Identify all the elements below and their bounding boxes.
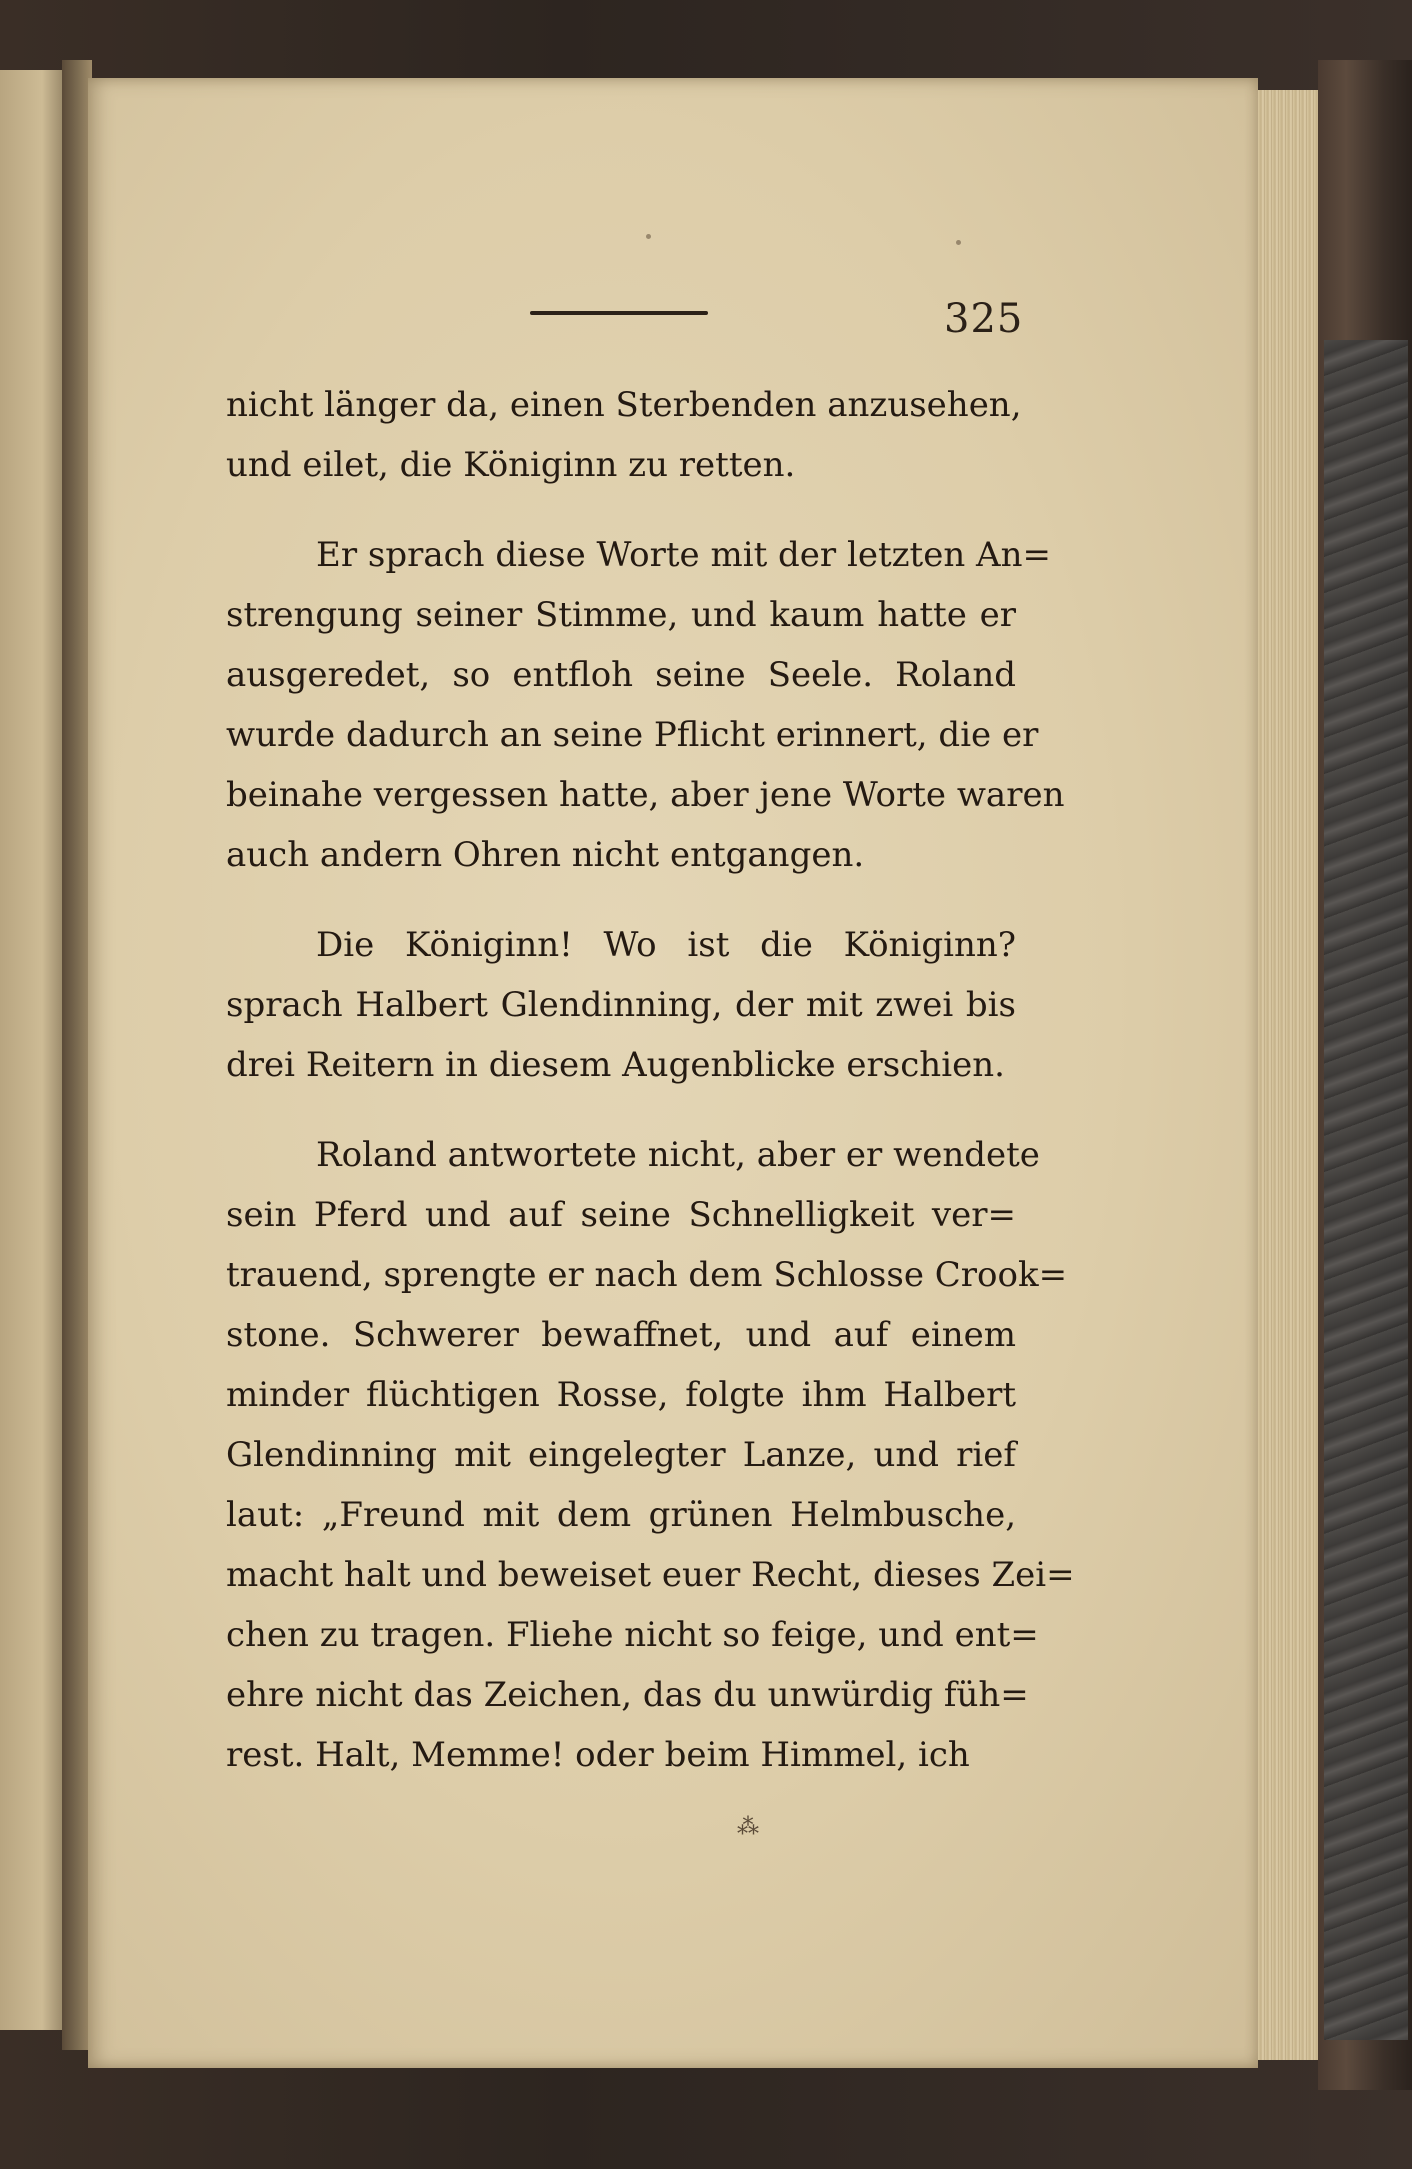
text-line: Die Königinn! Wo ist die Königinn? (316, 925, 1016, 965)
paragraph (226, 525, 1065, 885)
text-line: sprach Halbert Glendinning, der mit zwei bis (226, 985, 1016, 1025)
marbled-cover (1324, 340, 1408, 2040)
left-page-edge (0, 70, 70, 2030)
text-line: trauend, sprengte er nach dem Schlosse Crook= (226, 1255, 1068, 1295)
text-line: strengung seiner Stimme, und kaum hatte er (226, 595, 1016, 635)
text-line: Glendinning mit eingelegter Lanze, und rief (226, 1435, 1016, 1475)
text-line: ausgeredet, so entfloh seine Seele. Roland (226, 655, 1016, 695)
text-line: und eilet, die Königinn zu retten. (226, 445, 796, 485)
text-line: Er sprach diese Worte mit der letzten An= (316, 535, 1051, 575)
page-edges (1258, 90, 1318, 2060)
text-line: laut: „Freund mit dem grünen Helmbusche, (226, 1495, 1016, 1535)
text-line: auch andern Ohren nicht entgangen. (226, 835, 865, 875)
text-line: stone. Schwerer bewaffnet, und auf einem (226, 1315, 1016, 1355)
text-line: minder flüchtigen Rosse, folgte ihm Halbert (226, 1375, 1016, 1415)
text-line: Roland antwortete nicht, aber er wendete (316, 1135, 1040, 1175)
paragraph (226, 915, 1016, 1095)
paragraph (226, 375, 1022, 495)
text-line: ehre nicht das Zeichen, das du unwürdig füh= (226, 1675, 1029, 1715)
printer-ornament: ⁂ (737, 1815, 759, 1840)
text-line: nicht länger da, einen Sterbenden anzusehen, (226, 385, 1022, 425)
text-line: drei Reitern in diesem Augenblicke erschien. (226, 1045, 1005, 1085)
header-rule (530, 311, 708, 315)
paper-speck (956, 240, 961, 245)
text-line: sein Pferd und auf seine Schnelligkeit ver= (226, 1195, 1016, 1235)
page-number: 325 (944, 296, 1024, 342)
paper-speck (646, 234, 651, 239)
text-line: macht halt und beweiset euer Recht, dieses Zei= (226, 1555, 1075, 1595)
body-text (226, 375, 1075, 1785)
text-line: wurde dadurch an seine Pflicht erinnert, die er (226, 715, 1039, 755)
paragraph (226, 1125, 1075, 1785)
text-line: chen zu tragen. Fliehe nicht so feige, und ent= (226, 1615, 1039, 1655)
text-line: beinahe vergessen hatte, aber jene Worte waren (226, 775, 1065, 815)
text-line: rest. Halt, Memme! oder beim Himmel, ich (226, 1735, 970, 1775)
